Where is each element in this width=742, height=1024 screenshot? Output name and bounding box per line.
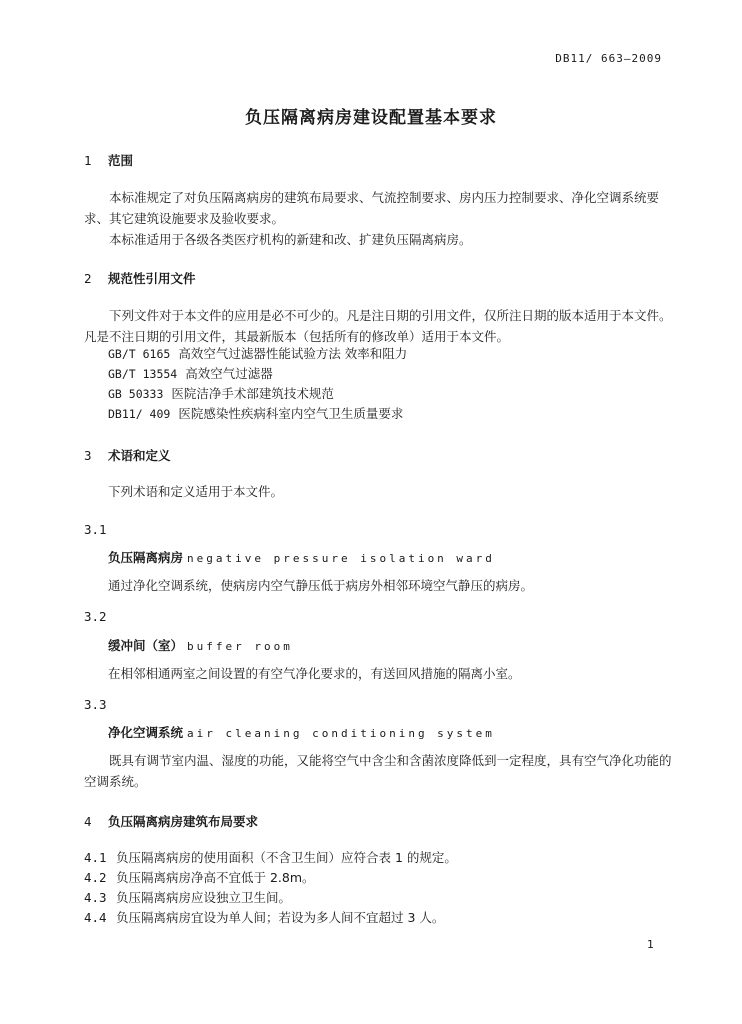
term-number: 3.1	[84, 522, 107, 537]
term-definition: 通过净化空调系统，使病房内空气静压低于病房外相邻环境空气静压的病房。	[108, 578, 534, 593]
reference-title: 医院感染性疾病科室内空气卫生质量要求	[178, 406, 404, 421]
term-heading	[108, 547, 495, 570]
term-chinese: 缓冲间（室）	[108, 638, 184, 653]
clause-item	[84, 907, 444, 929]
clause-number: 4.3	[84, 890, 107, 905]
section-number: 2	[84, 271, 92, 286]
clause-text: 负压隔离病房应设独立卫生间。	[116, 890, 292, 905]
reference-title: 高效空气过滤器性能试验方法 效率和阻力	[178, 346, 408, 361]
reference-item	[108, 403, 403, 425]
clause-text: 负压隔离病房宜设为单人间；若设为多人间不宜超过 3 人。	[116, 910, 445, 925]
section-number: 4	[84, 814, 92, 829]
reference-title: 高效空气过滤器	[185, 366, 273, 381]
reference-code: GB/T 13554	[108, 367, 178, 381]
section-1-heading	[84, 151, 133, 169]
term-english: air cleaning conditioning system	[187, 727, 495, 740]
document-number: DB11/ 663—2009	[555, 52, 662, 65]
section-title: 规范性引用文件	[108, 271, 196, 286]
term-english: negative pressure isolation ward	[187, 552, 495, 565]
term-heading	[108, 635, 293, 658]
section-2-heading	[84, 269, 196, 287]
clause-number: 4.2	[84, 870, 107, 885]
term-definition: 在相邻相通两室之间设置的有空气净化要求的，有送回风措施的隔离小室。	[108, 666, 521, 681]
reference-item	[108, 383, 334, 405]
section-title: 范围	[108, 153, 134, 168]
section-3-intro: 下列术语和定义适用于本文件。	[108, 484, 284, 499]
term-chinese: 净化空调系统	[108, 725, 184, 740]
clause-item	[84, 867, 315, 889]
clause-number: 4.4	[84, 910, 107, 925]
section-2-paragraph: 下列文件对于本文件的应用是必不可少的。凡是注日期的引用文件，仅所注日期的版本适用于本文件。凡是不注日期的引用文件，其最新版本（包括所有的修改单）适用于本文件。	[84, 308, 672, 344]
section-number: 1	[84, 153, 92, 168]
reference-item	[108, 343, 407, 365]
section-4-heading	[84, 812, 258, 830]
reference-title: 医院洁净手术部建筑技术规范	[171, 386, 334, 401]
reference-code: GB/T 6165	[108, 347, 171, 361]
clause-text: 负压隔离病房的使用面积（不含卫生间）应符合表 1 的规定。	[116, 850, 457, 865]
clause-item	[84, 887, 291, 909]
section-1-paragraph-1: 本标准规定了对负压隔离病房的建筑布局要求、气流控制要求、房内压力控制要求、净化空调系统要求、其它建筑设施要求及验收要求。	[84, 190, 660, 226]
reference-code: DB11/ 409	[108, 407, 171, 421]
term-number: 3.3	[84, 697, 107, 712]
document-title: 负压隔离病房建设配置基本要求	[245, 108, 497, 128]
term-definition: 既具有调节室内温、湿度的功能，又能将空气中含尘和含菌浓度降低到一定程度，具有空气净化功能的空调系统。	[84, 753, 672, 789]
term-chinese: 负压隔离病房	[108, 550, 184, 565]
section-1-paragraph-2: 本标准适用于各级各类医疗机构的新建和改、扩建负压隔离病房。	[109, 232, 472, 247]
clause-number: 4.1	[84, 850, 107, 865]
reference-code: GB 50333	[108, 387, 164, 401]
term-english: buffer room	[187, 640, 293, 653]
clause-text: 负压隔离病房净高不宜低于 2.8m。	[116, 870, 315, 885]
term-number: 3.2	[84, 609, 107, 624]
page-number: 1	[647, 938, 654, 951]
clause-item	[84, 847, 457, 869]
section-title: 负压隔离病房建筑布局要求	[108, 814, 259, 829]
section-number: 3	[84, 448, 92, 463]
section-title: 术语和定义	[108, 448, 171, 463]
reference-item	[108, 363, 273, 385]
section-3-heading	[84, 446, 171, 464]
term-heading	[108, 722, 495, 745]
